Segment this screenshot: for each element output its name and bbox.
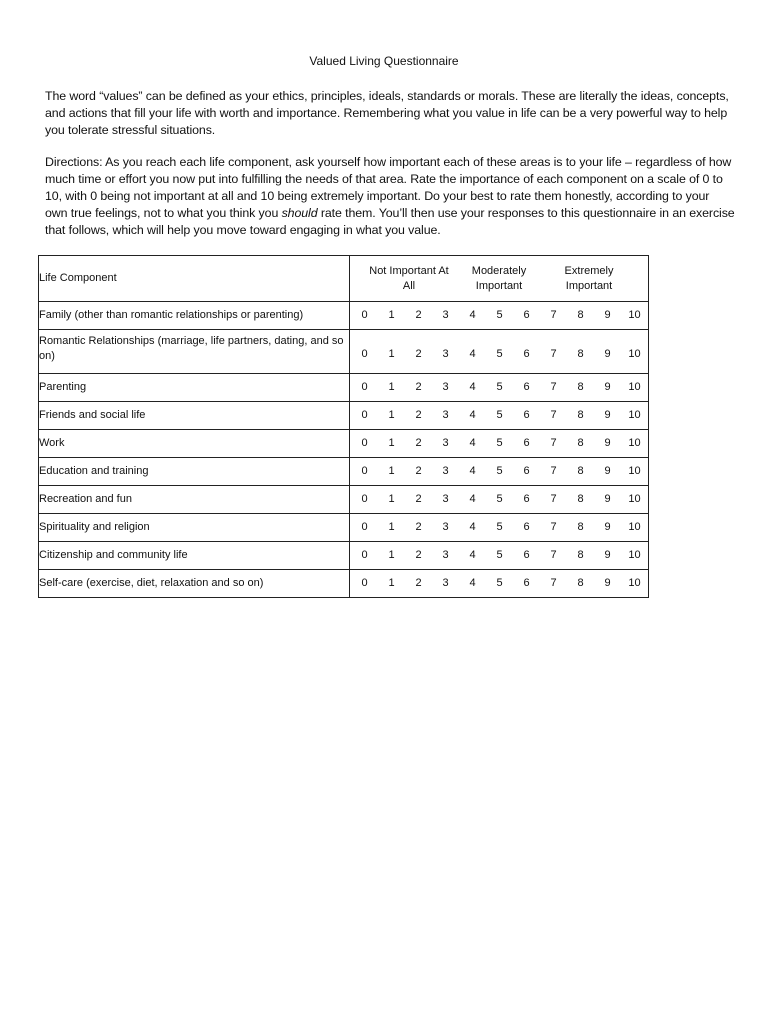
rating-option[interactable]: 9 — [604, 381, 611, 393]
rating-option[interactable]: 6 — [523, 437, 530, 449]
rating-option[interactable]: 2 — [415, 437, 422, 449]
table-row — [39, 514, 649, 542]
rating-option[interactable]: 6 — [523, 493, 530, 505]
rating-option[interactable]: 3 — [442, 381, 449, 393]
rating-scale — [350, 542, 649, 570]
life-component-label: Romantic Relationships (marriage, life partners, dating, and so on) — [39, 330, 350, 374]
directions-text-end: rate them. You’ll then use your responses to this questionnaire in an exercise that follows, which will help you move toward engaging in what you value. — [45, 206, 735, 237]
page-title: Valued Living Questionnaire — [309, 54, 459, 68]
rating-option[interactable]: 6 — [523, 381, 530, 393]
rating-option[interactable]: 1 — [388, 465, 395, 477]
rating-option[interactable]: 5 — [496, 549, 503, 561]
rating-option[interactable]: 10 — [628, 465, 641, 477]
rating-option[interactable]: 8 — [577, 309, 584, 321]
life-component-label: Recreation and fun — [39, 486, 350, 514]
rating-option[interactable]: 5 — [496, 465, 503, 477]
rating-option[interactable]: 9 — [604, 309, 611, 321]
rating-option[interactable]: 2 — [415, 577, 422, 589]
rating-option[interactable]: 1 — [388, 577, 395, 589]
rating-option[interactable]: 4 — [469, 381, 476, 393]
rating-option[interactable]: 8 — [577, 577, 584, 589]
rating-option[interactable]: 4 — [469, 577, 476, 589]
rating-option[interactable]: 7 — [550, 381, 557, 393]
rating-option[interactable]: 7 — [550, 521, 557, 533]
rating-option[interactable]: 2 — [415, 409, 422, 421]
rating-option[interactable]: 10 — [628, 493, 641, 505]
rating-option[interactable]: 3 — [442, 521, 449, 533]
rating-option[interactable]: 9 — [604, 465, 611, 477]
rating-option[interactable]: 4 — [469, 437, 476, 449]
table-row — [39, 402, 649, 430]
rating-option[interactable]: 5 — [496, 309, 503, 321]
rating-option[interactable]: 3 — [442, 409, 449, 421]
not-important-label: Not Important At All — [369, 264, 449, 292]
rating-option[interactable]: 4 — [469, 409, 476, 421]
rating-option[interactable]: 2 — [415, 549, 422, 561]
rating-option[interactable]: 10 — [628, 309, 641, 321]
rating-option[interactable]: 7 — [550, 493, 557, 505]
life-component-label: Family (other than romantic relationships or parenting) — [39, 302, 350, 330]
rating-option[interactable]: 1 — [388, 309, 395, 321]
directions-emphasis: should — [281, 206, 318, 220]
table-row — [39, 374, 649, 402]
life-component-label: Education and training — [39, 458, 350, 486]
rating-option[interactable]: 4 — [469, 347, 476, 360]
rating-option[interactable]: 3 — [442, 549, 449, 561]
rating-option[interactable]: 6 — [523, 549, 530, 561]
rating-option[interactable]: 9 — [604, 409, 611, 421]
rating-option[interactable]: 7 — [550, 577, 557, 589]
rating-option[interactable]: 7 — [550, 465, 557, 477]
life-component-label: Parenting — [39, 374, 350, 402]
rating-option[interactable]: 3 — [442, 309, 449, 321]
table-row — [39, 330, 649, 374]
rating-option[interactable]: 8 — [577, 549, 584, 561]
rating-option[interactable]: 5 — [496, 409, 503, 421]
rating-option[interactable]: 9 — [604, 347, 611, 360]
rating-option[interactable]: 10 — [628, 381, 641, 393]
rating-option[interactable]: 6 — [523, 577, 530, 589]
life-component-label: Citizenship and community life — [39, 542, 350, 570]
rating-option[interactable]: 6 — [523, 409, 530, 421]
rating-option[interactable]: 8 — [577, 347, 584, 360]
rating-option[interactable]: 10 — [628, 521, 641, 533]
rating-scale — [350, 514, 649, 542]
rating-option[interactable]: 10 — [628, 549, 641, 561]
rating-option[interactable]: 9 — [604, 493, 611, 505]
rating-option[interactable]: 1 — [388, 549, 395, 561]
rating-scale — [350, 430, 649, 458]
scale-header — [350, 256, 649, 302]
rating-option[interactable]: 7 — [550, 437, 557, 449]
directions-paragraph — [45, 154, 735, 239]
life-component-label: Self-care (exercise, diet, relaxation and so on) — [39, 570, 350, 598]
rating-option[interactable]: 1 — [388, 347, 395, 360]
rating-scale — [350, 486, 649, 514]
rating-option[interactable]: 1 — [388, 493, 395, 505]
rating-option[interactable]: 2 — [415, 381, 422, 393]
rating-option[interactable]: 5 — [496, 493, 503, 505]
rating-option[interactable]: 8 — [577, 465, 584, 477]
rating-option[interactable]: 8 — [577, 493, 584, 505]
rating-scale — [350, 374, 649, 402]
rating-option[interactable]: 2 — [415, 309, 422, 321]
rating-option[interactable]: 7 — [550, 549, 557, 561]
rating-option[interactable]: 3 — [442, 465, 449, 477]
table-row — [39, 430, 649, 458]
intro-paragraph: The word “values” can be defined as your ethics, principles, ideals, standards or morals. These are literally the ideas, concepts, and actions that fill your life with worth and importance. Remembering what you value in life can be a very powerful way to help you tolerate stressful situations. — [45, 89, 729, 137]
life-component-label: Friends and social life — [39, 402, 350, 430]
rating-option[interactable]: 1 — [388, 409, 395, 421]
rating-option[interactable]: 4 — [469, 465, 476, 477]
rating-option[interactable]: 6 — [523, 309, 530, 321]
rating-scale — [350, 330, 649, 374]
rating-option[interactable]: 5 — [496, 381, 503, 393]
table-header-row — [39, 256, 649, 302]
rating-option[interactable]: 8 — [577, 521, 584, 533]
rating-option[interactable]: 1 — [388, 437, 395, 449]
rating-option[interactable]: 10 — [628, 437, 641, 449]
rating-option[interactable]: 8 — [577, 381, 584, 393]
rating-table — [38, 255, 649, 598]
rating-option[interactable]: 8 — [577, 437, 584, 449]
moderately-important-label: Moderately Important — [471, 264, 527, 292]
rating-option[interactable]: 1 — [388, 381, 395, 393]
rating-scale — [350, 458, 649, 486]
rating-option[interactable]: 6 — [523, 465, 530, 477]
extremely-important-label: Extremely Important — [564, 264, 614, 292]
rating-option[interactable]: 3 — [442, 437, 449, 449]
rating-scale — [350, 570, 649, 598]
rating-option[interactable]: 5 — [496, 577, 503, 589]
table-row — [39, 486, 649, 514]
rating-option[interactable]: 4 — [469, 521, 476, 533]
rating-option[interactable]: 6 — [523, 521, 530, 533]
table-row — [39, 570, 649, 598]
rating-option[interactable]: 0 — [361, 577, 368, 589]
directions-text-start: Directions: As you reach each life component, ask yourself how important each of these areas is to your life – regardless of how much time or effort you now put into fulfilling the needs of that area. Rate the importance of each component on a scale of 0 to 10, with 0 being not important at all and 10 being extremely important. Do your best to rate them honestly, according to your own true feelings, not to what you think you — [45, 155, 732, 220]
rating-option[interactable]: 3 — [442, 577, 449, 589]
rating-option[interactable]: 9 — [604, 521, 611, 533]
rating-option[interactable]: 6 — [523, 347, 530, 360]
rating-option[interactable]: 8 — [577, 409, 584, 421]
rating-scale — [350, 402, 649, 430]
rating-option[interactable]: 0 — [361, 493, 368, 505]
rating-option[interactable]: 1 — [388, 521, 395, 533]
rating-option[interactable]: 4 — [469, 309, 476, 321]
rating-option[interactable]: 5 — [496, 521, 503, 533]
rating-option[interactable]: 10 — [628, 577, 641, 589]
rating-option[interactable]: 2 — [415, 465, 422, 477]
life-component-header: Life Component — [39, 256, 350, 302]
rating-option[interactable]: 9 — [604, 437, 611, 449]
rating-option[interactable]: 0 — [361, 437, 368, 449]
rating-option[interactable]: 0 — [361, 465, 368, 477]
rating-option[interactable]: 9 — [604, 549, 611, 561]
table-body — [39, 302, 649, 598]
rating-scale — [350, 302, 649, 330]
rating-option[interactable]: 10 — [628, 347, 641, 360]
table-row — [39, 458, 649, 486]
rating-option[interactable]: 0 — [361, 347, 368, 360]
rating-option[interactable]: 0 — [361, 381, 368, 393]
rating-option[interactable]: 7 — [550, 309, 557, 321]
rating-option[interactable]: 2 — [415, 347, 422, 360]
rating-option[interactable]: 9 — [604, 577, 611, 589]
rating-option[interactable]: 0 — [361, 521, 368, 533]
table-row — [39, 302, 649, 330]
life-component-label: Spirituality and religion — [39, 514, 350, 542]
rating-option[interactable]: 7 — [550, 409, 557, 421]
rating-option[interactable]: 5 — [496, 437, 503, 449]
rating-option[interactable]: 2 — [415, 493, 422, 505]
rating-option[interactable]: 0 — [361, 409, 368, 421]
rating-option[interactable]: 2 — [415, 521, 422, 533]
life-component-label: Work — [39, 430, 350, 458]
rating-option[interactable]: 3 — [442, 493, 449, 505]
rating-option[interactable]: 3 — [442, 347, 449, 360]
rating-option[interactable]: 0 — [361, 309, 368, 321]
rating-option[interactable]: 7 — [550, 347, 557, 360]
rating-option[interactable]: 0 — [361, 549, 368, 561]
table-row — [39, 542, 649, 570]
rating-option[interactable]: 4 — [469, 493, 476, 505]
rating-option[interactable]: 5 — [496, 347, 503, 360]
rating-option[interactable]: 4 — [469, 549, 476, 561]
rating-option[interactable]: 10 — [628, 409, 641, 421]
